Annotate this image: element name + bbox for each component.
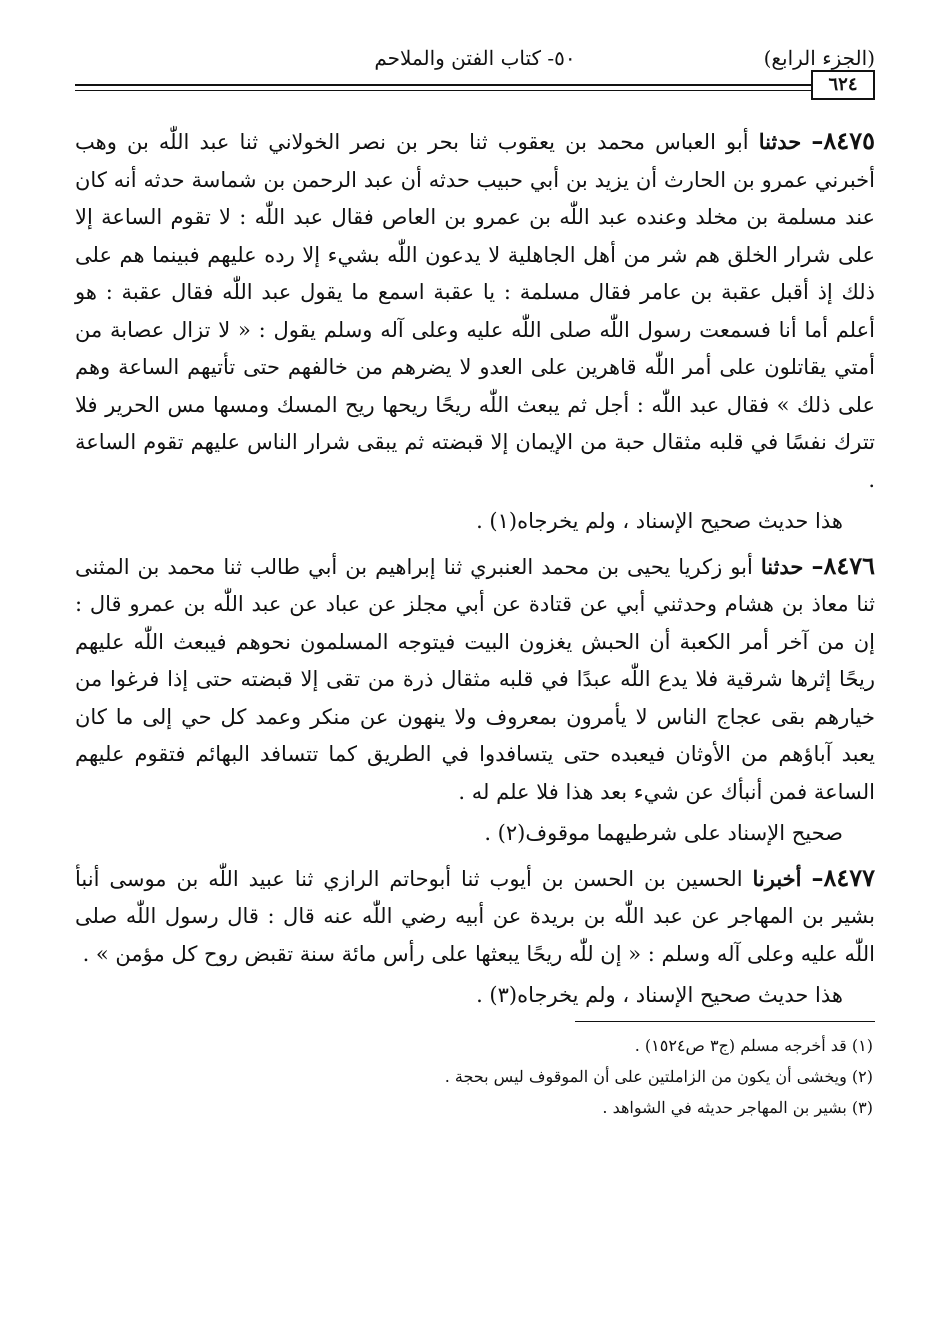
narration-lead: أخبرنا (752, 865, 802, 891)
volume-label: (الجزء الرابع) (763, 46, 875, 70)
hadith-verdict: هذا حديث صحيح الإسناد ، ولم يخرجاه(١) . (476, 509, 843, 533)
hadith-number: ٨٤٧٥ (823, 126, 875, 155)
hadith-8475: ٨٤٧٥– حدثنا أبو العباس محمد بن يعقوب ثنا بحر بن نصر الخولاني ثنا عبد اللّٰه بن وهب أخبرني عمرو بن الحارث أن يزيد بن أبي حبيب حدثه أن عبد الرحمن بن شماسة حدثه أنه كان عند مسلمة بن مخلد وعنده عبد اللّٰه بن عمرو بن العاص فقال عبد اللّٰه : لا تقوم الساعة إلا على شرار الخلق هم شر من أهل الجاهلية لا يدعون اللّٰه بشيء إلا رده عليهم فبينما هم على ذلك إذ أقبل عقبة بن عامر فقال مسلمة : يا عقبة اسمع ما يقول عبد اللّٰه فقال عقبة : هو أعلم أما أنا فسمعت رسول اللّٰه صلى اللّٰه عليه وعلى آله وسلم يقول : « لا تزال عصابة من أمتي يقاتلون على أمر اللّٰه قاهرين على العدو لا يضرهم من خالفهم حتى تأتيهم الساعة وهم على ذلك » فقال عبد اللّٰه : أجل ثم يبعث اللّٰه ريحًا ريحها ريح المسك ومسها مس الحرير فلا تترك نفسًا في قلبه مثقال حبة من الإيمان إلا قبضته ثم يبقى شرار الناس عليهم تقوم الساعة . (75, 126, 875, 492)
header-rule (75, 84, 875, 86)
footnote-2: (٢) ويخشى أن يكون من الزاملتين على أن الموقوف ليس بحجة . (444, 1066, 873, 1086)
hadith-text: الحسين بن الحسن بن أيوب ثنا أبوحاتم الرازي ثنا عبيد اللّٰه بن موسى أنبأ بشير بن المهاجر عن عبد اللّٰه بن بريدة عن أبيه رضي اللّٰه عنه قال : قال رسول اللّٰه صلى اللّٰه عليه وعلى آله وسلم : « إن للّٰه ريحًا يبعثها على رأس مائة سنة تقبض روح كل مؤمن » . (75, 866, 875, 966)
narration-lead: حدثنا (760, 553, 804, 579)
page-header (75, 40, 875, 95)
hadith-8476: ٨٤٧٦– حدثنا أبو زكريا يحيى بن محمد العنبري ثنا إبراهيم بن أبي طالب ثنا محمد بن المثنى ثنا معاذ بن هشام وحدثني أبي عن قتادة عن أبي مجلز عن عباد عن عبد اللّٰه بن عمرو قال : إن من آخر أمر الكعبة أن الحبش يغزون البيت فيتوجه المسلمون نحوهم فيبعث اللّٰه عليهم ريحًا إثرها شرقية فلا يدع اللّٰه عبدًا في قلبه مثقال ذرة من تقى إلا قبضته حتى إذا فرغوا من خيارهم بقى عجاج الناس لا يأمرون بمعروف ولا ينهون عن منكر وعمد كل حي إلى ما كان يعبد آباؤهم من الأوثان فيعبده حتى يتسافدوا في الطريق كما تتسافد البهائم فتقوم عليهم الساعة فمن أنبأك عن شيء بعد هذا فلا علم له . (75, 550, 875, 804)
hadith-verdict: هذا حديث صحيح الإسناد ، ولم يخرجاه(٣) . (476, 983, 843, 1007)
page-number: ٦٢٤ (811, 70, 875, 100)
footnote-separator (575, 1021, 875, 1022)
hadith-number: ٨٤٧٧ (823, 862, 875, 892)
hadith-number: ٨٤٧٦ (823, 550, 875, 580)
hadith-text: أبو العباس محمد بن يعقوب ثنا بحر بن نصر الخولاني ثنا عبد اللّٰه بن وهب أخبرني عمرو بن الحارث أن يزيد بن أبي حبيب حدثه أن عبد الرحمن بن شماسة حدثه أنه كان عند مسلمة بن مخلد وعنده عبد اللّٰه بن عمرو بن العاص فقال عبد اللّٰه : لا تقوم الساعة إلا على شرار الخلق هم شر من أهل الجاهلية لا يدعون اللّٰه بشيء إلا رده عليهم فبينما هم على ذلك إذ أقبل عقبة بن عامر فقال مسلمة : يا عقبة اسمع ما يقول عبد اللّٰه فقال عقبة : هو أعلم أما أنا فسمعت رسول اللّٰه صلى اللّٰه عليه وعلى آله وسلم يقول : « لا تزال عصابة من أمتي يقاتلون على أمر اللّٰه قاهرين على العدو لا يضرهم من خالفهم حتى تأتيهم الساعة وهم على ذلك » فقال عبد اللّٰه : أجل ثم يبعث اللّٰه ريحًا ريحها ريح المسك ومسها مس الحرير فلا تترك نفسًا في قلبه مثقال حبة من الإيمان إلا قبضته ثم يبقى شرار الناس عليهم تقوم الساعة . (75, 130, 875, 492)
hadith-verdict: صحيح الإسناد على شرطيهما موقوف(٢) . (484, 821, 843, 845)
chapter-title: ٥٠- كتاب الفتن والملاحم (374, 46, 576, 70)
footnote-3: (٣) بشير بن المهاجر حديثه في الشواهد . (602, 1097, 873, 1117)
footnote-1: (١) قد أخرجه مسلم (ج٣ ص١٥٢٤) . (634, 1035, 873, 1055)
book-page (75, 40, 875, 1117)
header-rule-thin (75, 90, 875, 91)
hadith-8477: ٨٤٧٧– أخبرنا الحسين بن الحسن بن أيوب ثنا أبوحاتم الرازي ثنا عبيد اللّٰه بن موسى أنبأ بشير بن المهاجر عن عبد اللّٰه بن بريدة عن أبيه رضي اللّٰه عنه قال : قال رسول اللّٰه صلى اللّٰه عليه وعلى آله وسلم : « إن للّٰه ريحًا يبعثها على رأس مائة سنة تقبض روح كل مؤمن » . (75, 862, 875, 966)
page-body (75, 122, 875, 1123)
narration-lead: حدثنا (758, 129, 802, 154)
hadith-text: أبو زكريا يحيى بن محمد العنبري ثنا إبراهيم بن أبي طالب ثنا محمد بن المثنى ثنا معاذ بن هشام وحدثني أبي عن قتادة عن أبي مجلز عن عباد عن عبد اللّٰه بن عمرو قال : إن من آخر أمر الكعبة أن الحبش يغزون البيت فيتوجه المسلمون نحوهم فيبعث اللّٰه عليهم ريحًا إثرها شرقية فلا يدع اللّٰه عبدًا في قلبه مثقال ذرة من تقى إلا قبضته حتى إذا فرغوا من خيارهم بقى عجاج الناس لا يأمرون بمعروف ولا ينهون عن منكر وعمد كل حي إلى ما كان يعبد آباؤهم من الأوثان فيعبده حتى يتسافدوا في الطريق كما تتسافد البهائم فتقوم عليهم الساعة فمن أنبأك عن شيء بعد هذا فلا علم له . (75, 554, 875, 804)
